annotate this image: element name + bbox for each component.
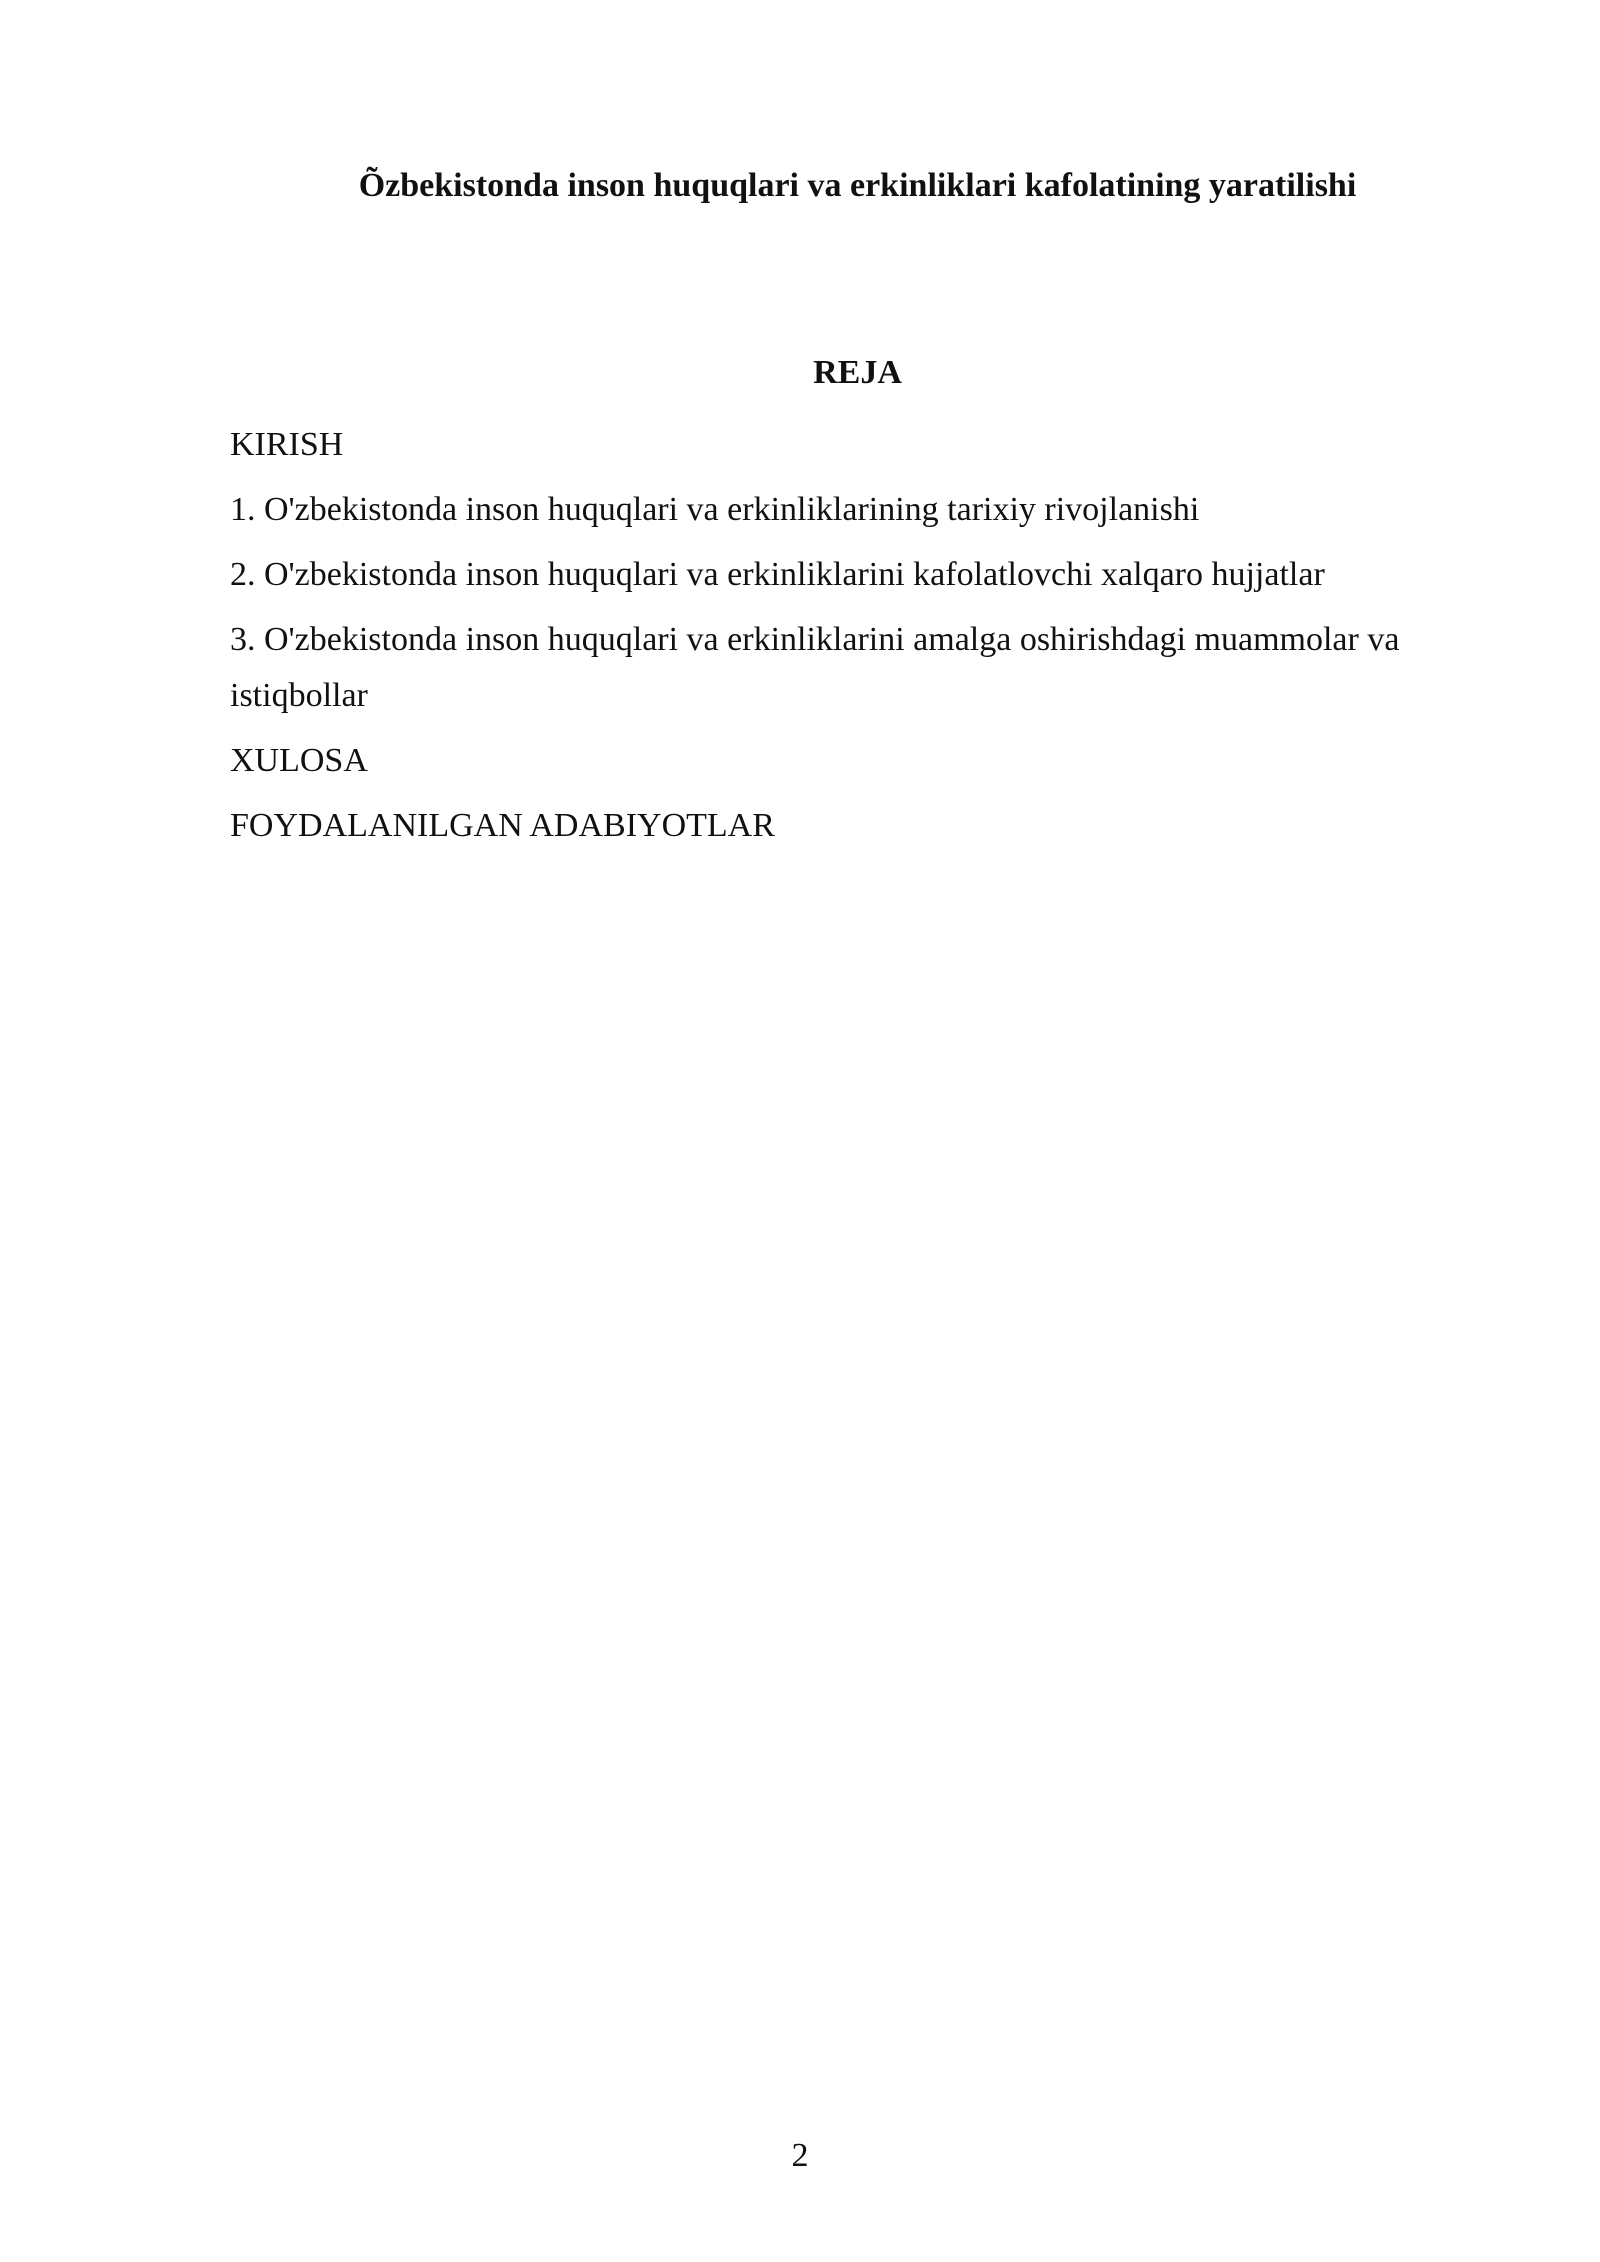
plan-list	[230, 417, 1485, 863]
plan-item-3: 3. O'zbekistonda inson huquqlari va erkinliklarini amalga oshirishdagi muammolar va istiqbollar	[230, 621, 1400, 714]
plan-item-introduction: KIRISH	[230, 426, 344, 463]
plan-item-1: 1. O'zbekistonda inson huquqlari va erkinliklarining tarixiy rivojlanishi	[230, 491, 1200, 528]
plan-heading: REJA	[813, 354, 902, 391]
plan-item-conclusion: XULOSA	[230, 742, 368, 779]
document-title: Õzbekistonda inson huquqlari va erkinliklari kafolatining yaratilishi	[358, 167, 1357, 204]
plan-item-2: 2. O'zbekistonda inson huquqlari va erkinliklarini kafolatlovchi xalqaro hujjatlar	[230, 556, 1325, 593]
page-number: 2	[791, 2137, 809, 2174]
plan-item-references: FOYDALANILGAN ADABIYOTLAR	[230, 807, 775, 844]
